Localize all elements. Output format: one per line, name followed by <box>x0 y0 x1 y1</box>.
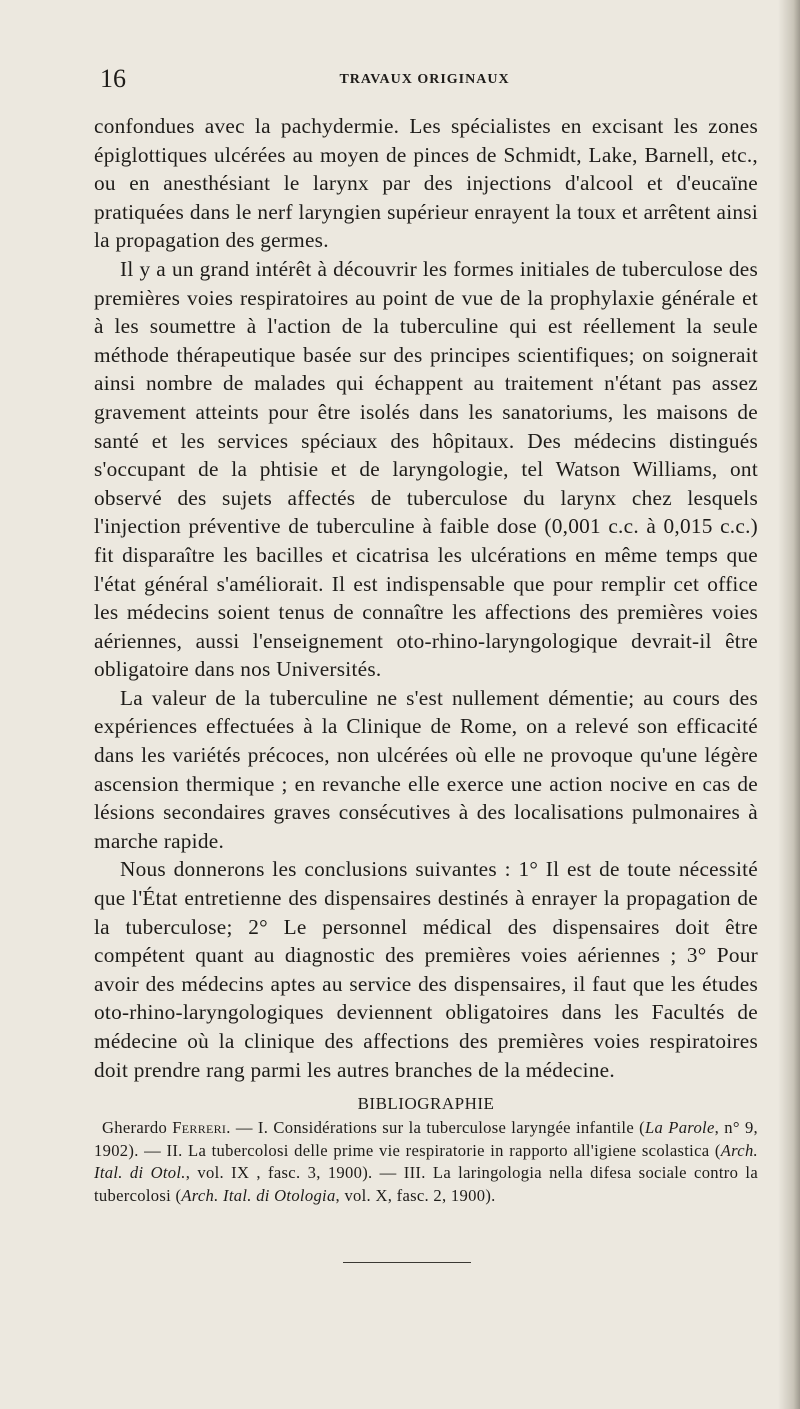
bibliography-heading: BIBLIOGRAPHIE <box>357 1094 495 1114</box>
page-edge-shadow <box>778 0 800 1409</box>
bib-journal-1: La Parole <box>644 1118 715 1138</box>
article-body <box>94 112 758 1208</box>
paragraph-3: La valeur de la tuberculine ne s'est nullement démentie; au cours des expériences effectuées à la Clinique de Rome, on a relevé son efficacité dans les variétés précoces, non ulcérées où elle ne provoque qu'une légère ascension thermique ; en revanche elle exerce une action nocive en cas de lésions secondaires graves consécutives à des localisations pulmonaires à marche rapide. <box>94 685 758 853</box>
closing-rule <box>343 1262 471 1263</box>
bib-author-last: Ferreri <box>172 1118 227 1138</box>
running-title: TRAVAUX ORIGINAUX <box>339 72 510 87</box>
bib-author-first: Gherardo <box>102 1118 168 1138</box>
paragraph-1: confondues avec la pachydermie. Les spécialistes en excisant les zones épiglottiques ulcérées au moyen de pinces de Schmidt, Lake, Barnell, etc., ou en anesthésiant le larynx par des injections d'alcool et d'eucaïne pratiquées dans le nerf laryngien supérieur enrayent la toux et arrêtent ainsi la propagation des germes. <box>94 114 758 253</box>
bib-journal-3: Arch. Ital. di Otologia <box>181 1185 336 1205</box>
paragraph-2: Il y a un grand intérêt à découvrir les formes initiales de tuberculose des premières voies respiratoires au point de vue de la prophylaxie générale et à les soumettre à l'action de la tuberculine qui est réellement la seule méthode thérapeutique basée sur des principes scientifiques; on soignerait ainsi nombre de malades qui échappent au traitement n'étant pas assez gravement atteints pour être isolés dans les sanatoriums, les maisons de santé et les services spéciaux des hôpitaux. Des médecins distingués s'occupant de la phtisie et de laryngologie, tel Watson Williams, ont observé des sujets affectés de tuberculose du larynx chez lesquels l'injection préventive de tuberculine à faible dose (0,001 c.c. à 0,015 c.c.) fit disparaître les bacilles et cicatrisa les ulcérations en même temps que l'état général s'améliorait. Il est indispensable que pour remplir cet office les médecins soient tenus de connaître les affections des premières voies aériennes, aussi l'enseignement oto-rhino-laryngologique devrait-il être obligatoire dans nos Universités. <box>94 256 758 682</box>
page-header <box>92 64 757 94</box>
bib-part-3: , vol. IX , fasc. 3, 1900). — III. La laringologia nella difesa sociale contro la tubercolosi ( <box>94 1163 758 1205</box>
bibliography-entry <box>94 1117 758 1207</box>
bib-part-2: , n° 9, 1902). — II. La tubercolosi delle prime vie respiratorie in rapporto all'igiene scolastica ( <box>94 1118 758 1160</box>
bib-journal-2: Arch. Ital. di Otol. <box>94 1140 758 1183</box>
page-number: 16 <box>100 64 126 93</box>
paragraph-4: Nous donnerons les conclusions suivantes : 1° Il est de toute nécessité que l'État entretienne des dispensaires destinés à enrayer la propagation de la tuberculose; 2° Le personnel médical des dispensaires doit être compétent quant au diagnostic des premières voies aériennes ; 3° Pour avoir des médecins aptes au service des dispensaires, il faut que les études oto-rhino-laryngologiques deviennent obligatoires dans les Facultés de médecine où la clinique des affections des premières voies respiratoires doit prendre rang parmi les autres branches de la médecine. <box>94 857 758 1082</box>
bib-part-1: . — I. Considérations sur la tuberculose laryngée infantile ( <box>226 1118 645 1138</box>
bib-part-4: , vol. X, fasc. 2, 1900). <box>335 1185 496 1205</box>
